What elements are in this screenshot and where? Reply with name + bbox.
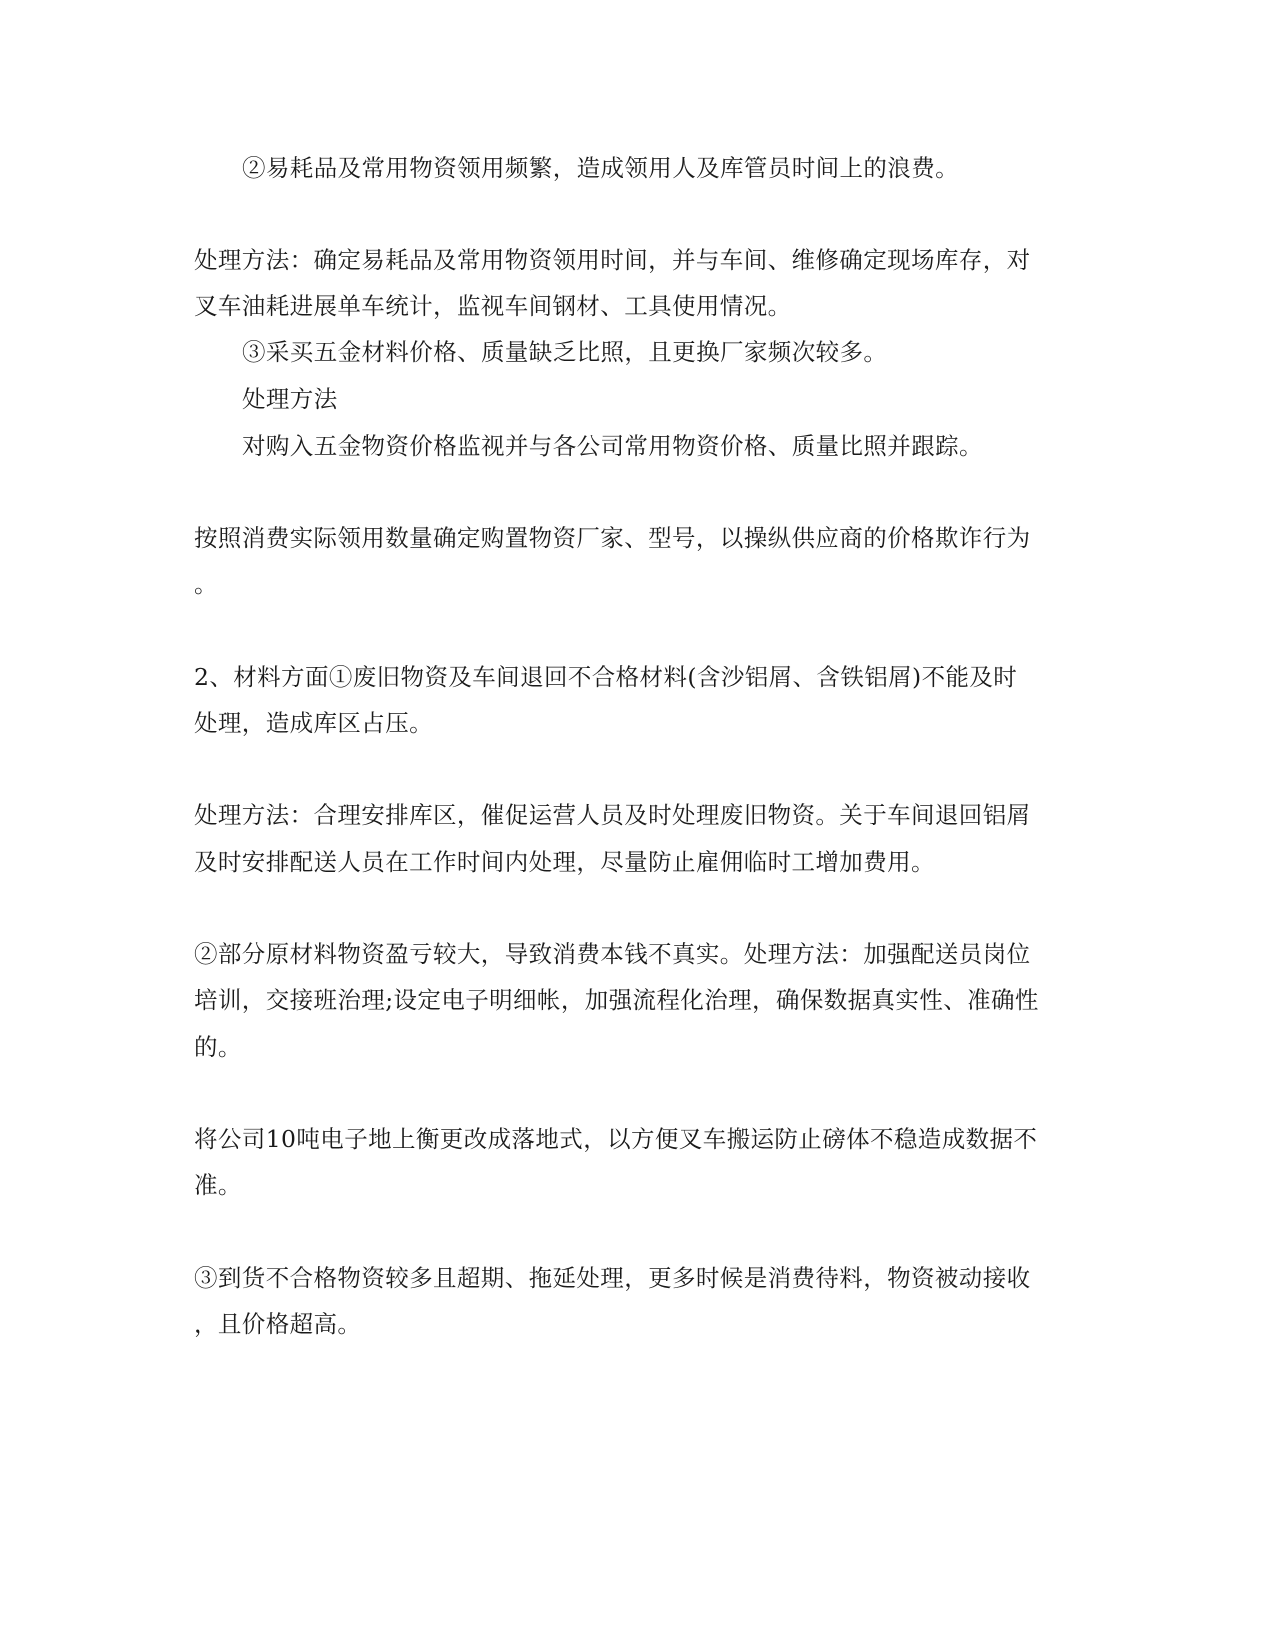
text-line: ③采买五金材料价格、质量缺乏比照，且更换厂家频次较多。 bbox=[242, 338, 888, 366]
text-line: 处理方法 bbox=[242, 385, 338, 413]
text-line: 按照消费实际领用数量确定购置物资厂家、型号，以操纵供应商的价格欺诈行为 bbox=[194, 524, 1031, 552]
text-line: 培训，交接班治理;设定电子明细帐，加强流程化治理，确保数据真实性、准确性 bbox=[194, 986, 1039, 1014]
text-line: ②部分原材料物资盈亏较大，导致消费本钱不真实。处理方法：加强配送员岗位 bbox=[194, 940, 1031, 968]
text-line: ，且价格超高。 bbox=[194, 1310, 362, 1338]
text-line: ②易耗品及常用物资领用频繁，造成领用人及库管员时间上的浪费。 bbox=[242, 154, 959, 182]
text-line: 将公司10吨电子地上衡更改成落地式，以方便叉车搬运防止磅体不稳造成数据不 bbox=[194, 1125, 1038, 1153]
text-line: 处理方法：合理安排库区，催促运营人员及时处理废旧物资。关于车间退回铝屑 bbox=[194, 801, 1031, 829]
text-line: 处理方法：确定易耗品及常用物资领用时间，并与车间、维修确定现场库存，对 bbox=[194, 246, 1031, 274]
text-line: 处理，造成库区占压。 bbox=[194, 709, 433, 737]
text-line: 及时安排配送人员在工作时间内处理，尽量防止雇佣临时工增加费用。 bbox=[194, 848, 935, 876]
text-line: 对购入五金物资价格监视并与各公司常用物资价格、质量比照并跟踪。 bbox=[242, 432, 983, 460]
text-line: ③到货不合格物资较多且超期、拖延处理，更多时候是消费待料，物资被动接收 bbox=[194, 1264, 1031, 1292]
text-line: 准。 bbox=[194, 1171, 242, 1199]
text-line: 叉车油耗进展单车统计，监视车间钢材、工具使用情况。 bbox=[194, 292, 792, 320]
text-line: 的。 bbox=[194, 1033, 242, 1061]
text-line: 。 bbox=[194, 570, 218, 598]
text-line: 2、材料方面①废旧物资及车间退回不合格材料(含沙铝屑、含铁铝屑)不能及时 bbox=[194, 663, 1018, 691]
